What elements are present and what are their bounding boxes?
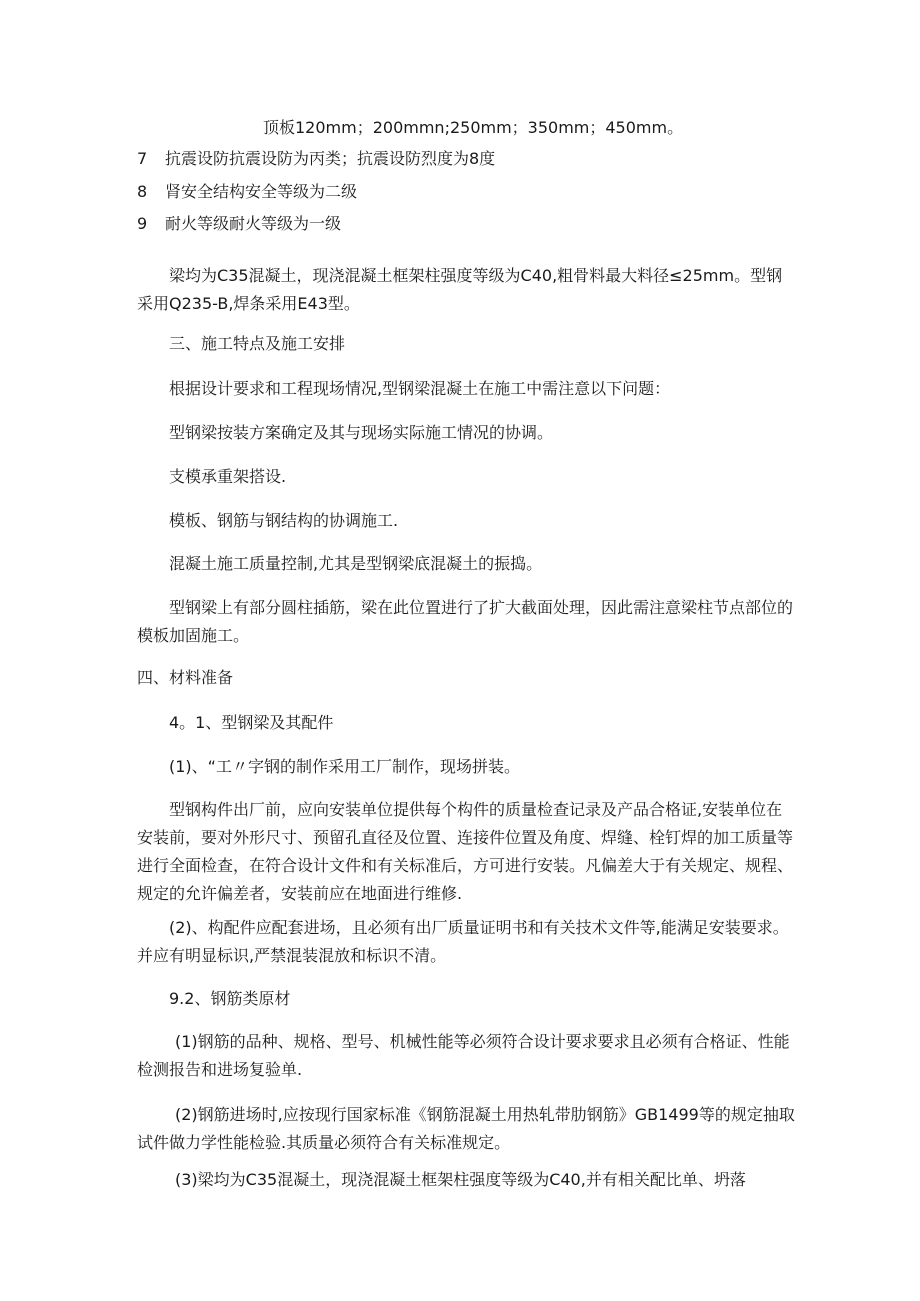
subsection-heading-4-1: 4。1、型钢梁及其配件 [169,713,334,732]
list-item-7 [137,148,495,170]
paragraph-components-delivery: (2)、构配件应配套进场，且必须有出厂质量证明书和有关技术文件等,能满足安装要求。并应有明显标识,严禁混装混放和标识不清。 [137,918,789,965]
paragraph-column-rebar: 型钢梁上有部分圆柱插筋，梁在此位置进行了扩大截面处理，因此需注意梁柱节点部位的模板加固施工。 [137,598,794,645]
list-text: 肾安全结构安全等级为二级 [165,182,358,201]
paragraph-factory-inspection: 型钢构件出厂前，应向安装单位提供每个构件的质量检查记录及产品合格证,安装单位在安装前，要对外形尺寸、预留孔直径及位置、连接件位置及角度、焊缝、栓钉焊的加工质量等进行全面检查，在符合设计文件和有关标准后，方可进行安装。凡偏差大于有关规定、规程、规定的允许偏差者，安装前应在地面进行维修. [137,800,794,903]
paragraph-concrete-grade: 梁均为C35混凝土，现浇混凝土框架柱强度等级为C40,粗骨料最大料径≤25mm。型钢采用Q235-B,焊条采用E43型。 [137,266,783,313]
paragraph: 根据设计要求和工程现场情况,型钢梁混凝土在施工中需注意以下问题： [169,379,671,398]
list-item-8 [137,181,357,203]
section-heading-4: 四、材料准备 [137,668,234,687]
paragraph: 混凝土施工质量控制,尤其是型钢梁底混凝土的振捣。 [169,554,543,573]
list-text: 抗震设防抗震设防为丙类；抗震设防烈度为8度 [165,149,496,168]
paragraph: 支模承重架搭设. [169,467,287,486]
list-text: 耐火等级耐火等级为一级 [165,214,342,233]
paragraph: 模板、钢筋与钢结构的协调施工. [169,511,399,530]
list-item-9 [137,213,341,235]
list-number: 9 [137,214,148,233]
list-number: 8 [137,182,148,201]
paragraph: (1)、“工〃字钢的制作采用工厂制作，现场拼装。 [169,757,520,776]
roof-slab-thickness: 顶板120mm；200mmn;250mm；350mm；450mm。 [263,118,684,137]
paragraph-rebar-specs: (1)钢筋的品种、规格、型号、机械性能等必须符合设计要求要求且必须有合格证、性能检测报告和进场复验单. [137,1032,790,1079]
paragraph-rebar-testing: (2)钢筋进场时,应按现行国家标准《钢筋混凝土用热轧带肋钢筋》GB1499等的规定抽取试件做力学性能检验.其质量必须符合有关标准规定。 [137,1105,795,1152]
paragraph-concrete-mix: (3)梁均为C35混凝土，现浇混凝土框架柱强度等级为C40,并有相关配比单、坍落 [175,1170,746,1189]
paragraph: 型钢梁按装方案确定及其与现场实际施工情况的协调。 [169,423,554,442]
section-heading-3: 三、施工特点及施工安排 [169,334,346,353]
list-number: 7 [137,149,148,168]
subsection-heading-9-2: 9.2、钢筋类原材 [169,989,291,1008]
